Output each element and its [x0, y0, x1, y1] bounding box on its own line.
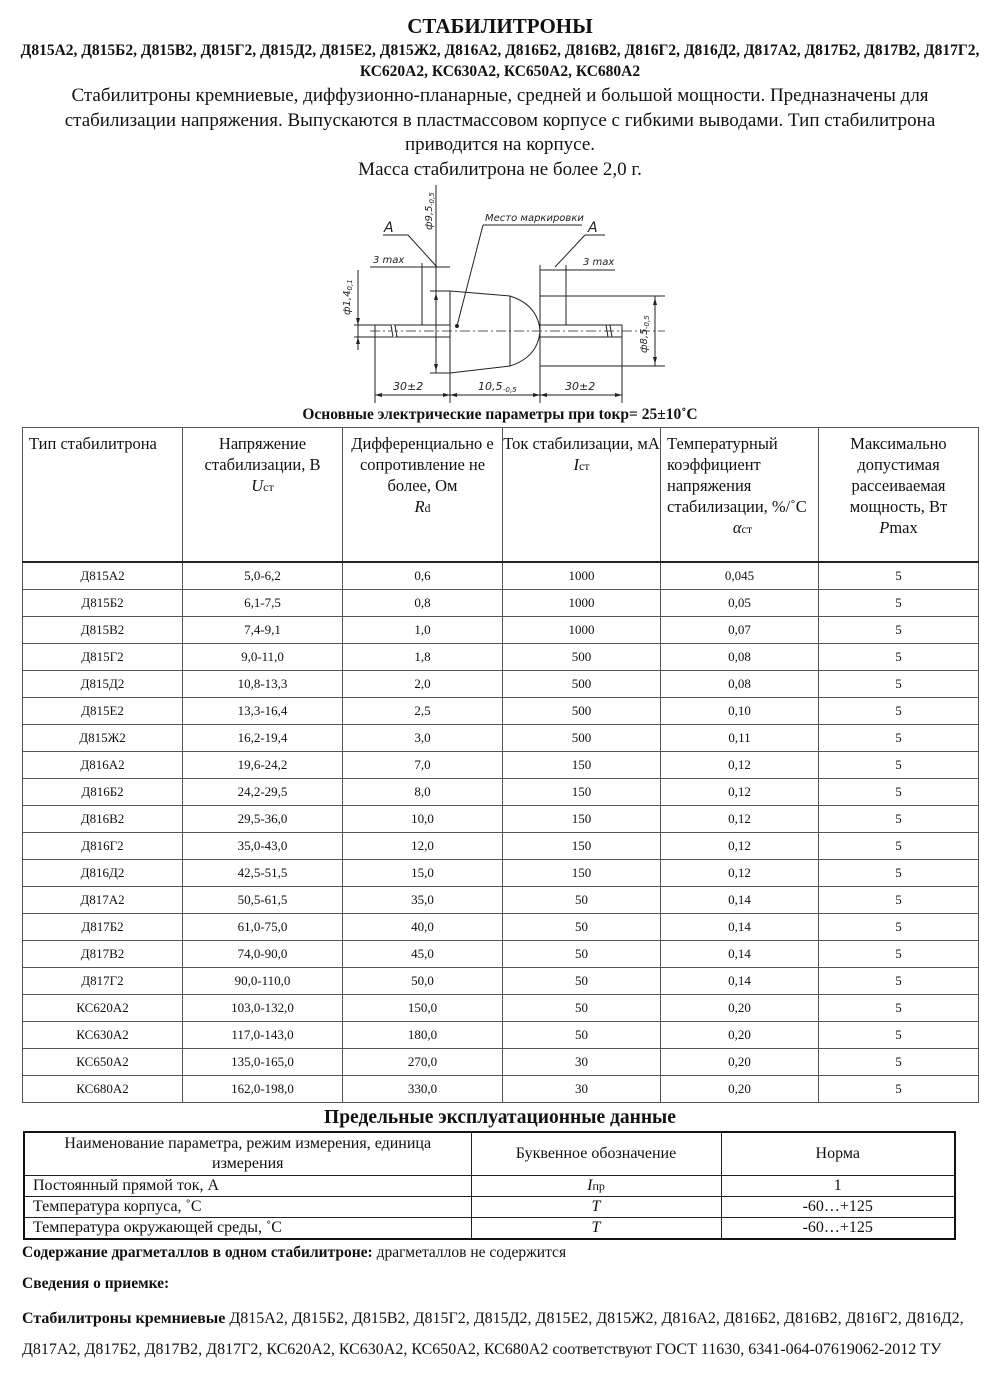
- table-cell: 50: [503, 967, 661, 994]
- header-param-name: Наименование параметра, режим измерения, единица измерения: [24, 1132, 471, 1176]
- table-cell: 50: [503, 913, 661, 940]
- table-cell: Д815Е2: [23, 697, 183, 724]
- table-cell: 50,0: [343, 967, 503, 994]
- table-cell: 10,8-13,3: [183, 670, 343, 697]
- table-cell: 0,11: [661, 724, 819, 751]
- table-cell: 10,0: [343, 805, 503, 832]
- header-current: Ток стабилизации, мА Iст: [503, 428, 661, 562]
- dim-d95-tol: -0,5: [428, 192, 436, 206]
- page-title: СТАБИЛИТРОНЫ: [407, 14, 593, 38]
- table-row: [23, 1048, 979, 1075]
- table-cell: 0,12: [661, 778, 819, 805]
- electrical-params-table: [22, 427, 979, 1103]
- table-cell: 5: [819, 724, 979, 751]
- table-row: Постоянный прямой ток, А Iпр 1: [24, 1176, 955, 1197]
- dim-d85: ф8,5: [639, 328, 650, 353]
- table-row: [23, 589, 979, 616]
- table-cell: 5: [819, 670, 979, 697]
- table-cell: 7,4-9,1: [183, 616, 343, 643]
- table-cell: 0,08: [661, 643, 819, 670]
- header-temp-coef: Температурный коэффициент напряжения стабилизации, %/˚С αст: [661, 428, 819, 562]
- table-row: [23, 616, 979, 643]
- table-cell: 5: [819, 886, 979, 913]
- table-cell: 0,14: [661, 940, 819, 967]
- table-cell: 0,045: [661, 562, 819, 590]
- acceptance-title: Сведения о приемке:: [22, 1275, 170, 1292]
- table1-caption: Основные электрические параметры при tокр= 25±10˚С: [302, 406, 698, 423]
- dim-d95: ф9,5: [424, 205, 435, 230]
- table-cell: 5: [819, 967, 979, 994]
- table-cell: Д817Б2: [23, 913, 183, 940]
- table-row: [23, 562, 979, 590]
- table-cell: КС650А2: [23, 1048, 183, 1075]
- table-cell: 0,12: [661, 832, 819, 859]
- table-cell: 500: [503, 697, 661, 724]
- table-cell: Д817В2: [23, 940, 183, 967]
- table-row: [23, 994, 979, 1021]
- table-row: [23, 967, 979, 994]
- table-row: Температура окружающей среды, ˚С T -60…+125: [24, 1218, 955, 1240]
- table-cell: Д816В2: [23, 805, 183, 832]
- table-cell: 330,0: [343, 1075, 503, 1102]
- table-cell: 40,0: [343, 913, 503, 940]
- table-cell: 135,0-165,0: [183, 1048, 343, 1075]
- dim-body-tol: -0,5: [503, 386, 517, 394]
- table-cell: 1000: [503, 616, 661, 643]
- table-cell: 7,0: [343, 751, 503, 778]
- model-list: Д815А2, Д815Б2, Д815В2, Д815Г2, Д815Д2, Д815Е2, Д815Ж2, Д816А2, Д816Б2, Д816В2, Д816Г2, Д816Д2, Д817А2, Д817Б2, Д817В2, Д817Г2, КС620А2, КС630А2, КС650А2, КС680А2: [20, 42, 980, 80]
- dim-3max-left: 3 max: [373, 255, 405, 266]
- table-row: [23, 859, 979, 886]
- table-header-row: [23, 428, 979, 562]
- table-row: [23, 1075, 979, 1102]
- table-cell: 103,0-132,0: [183, 994, 343, 1021]
- table-cell: 5: [819, 589, 979, 616]
- table1-body: [23, 562, 979, 1103]
- table-cell: 1000: [503, 589, 661, 616]
- table-cell: 5: [819, 616, 979, 643]
- table-cell: 50,5-61,5: [183, 886, 343, 913]
- table-row: Температура корпуса, ˚С T -60…+125: [24, 1197, 955, 1218]
- table-cell: 162,0-198,0: [183, 1075, 343, 1102]
- table-cell: 500: [503, 643, 661, 670]
- table-cell: 180,0: [343, 1021, 503, 1048]
- table-cell: 0,20: [661, 1021, 819, 1048]
- table-cell: 5: [819, 859, 979, 886]
- table-cell: КС620А2: [23, 994, 183, 1021]
- table-cell: 150: [503, 805, 661, 832]
- limit-ratings-table: [23, 1131, 956, 1240]
- table-cell: 35,0: [343, 886, 503, 913]
- table-cell: Д816Д2: [23, 859, 183, 886]
- table-cell: 5: [819, 1048, 979, 1075]
- table-cell: Д817А2: [23, 886, 183, 913]
- table-cell: 1000: [503, 562, 661, 590]
- section-a-right: А: [588, 220, 598, 236]
- header-voltage: Напряжение стабилизации, В Uст: [183, 428, 343, 562]
- description-text: Стабилитроны кремниевые, диффузионно-планарные, средней и большой мощности. Предназначены для стабилизации напряжения. Выпускаются в пластмассовом корпусе с гибкими выводами. Тип стабилитрона приводится на корпусе.: [64, 85, 936, 155]
- table-row: [23, 778, 979, 805]
- table-cell: 61,0-75,0: [183, 913, 343, 940]
- table-cell: 0,10: [661, 697, 819, 724]
- table-cell: КС630А2: [23, 1021, 183, 1048]
- table-cell: 42,5-51,5: [183, 859, 343, 886]
- table-cell: 6,1-7,5: [183, 589, 343, 616]
- table-cell: 30: [503, 1048, 661, 1075]
- table-cell: КС680А2: [23, 1075, 183, 1102]
- table-cell: 1,0: [343, 616, 503, 643]
- table-cell: 5: [819, 643, 979, 670]
- table-cell: Д815Ж2: [23, 724, 183, 751]
- table-cell: 117,0-143,0: [183, 1021, 343, 1048]
- marking-label: Место маркировки: [485, 213, 584, 224]
- table-cell: 0,12: [661, 805, 819, 832]
- table-cell: 5,0-6,2: [183, 562, 343, 590]
- table-cell: 0,14: [661, 967, 819, 994]
- table-cell: 8,0: [343, 778, 503, 805]
- table-row: [23, 724, 979, 751]
- table-cell: Д815В2: [23, 616, 183, 643]
- table-row: [23, 832, 979, 859]
- dim-d14-tol: -0,1: [346, 279, 354, 293]
- table-cell: 0,08: [661, 670, 819, 697]
- table-row: [23, 1021, 979, 1048]
- table-cell: 500: [503, 670, 661, 697]
- table-cell: 5: [819, 940, 979, 967]
- table-cell: 50: [503, 940, 661, 967]
- table-cell: 19,6-24,2: [183, 751, 343, 778]
- table-cell: 0,05: [661, 589, 819, 616]
- table-cell: 0,8: [343, 589, 503, 616]
- package-drawing: [320, 185, 680, 405]
- table-cell: 2,0: [343, 670, 503, 697]
- table-cell: 5: [819, 751, 979, 778]
- header-symbol: Буквенное обозначение: [471, 1132, 721, 1176]
- table-cell: 5: [819, 832, 979, 859]
- table-cell: 150,0: [343, 994, 503, 1021]
- table-cell: 2,5: [343, 697, 503, 724]
- acceptance-text: Стабилитроны кремниевые Д815А2, Д815Б2, Д815В2, Д815Г2, Д815Д2, Д815Е2, Д815Ж2, Д816А2, Д816Б2, Д816В2, Д816Г2, Д816Д2, Д817А2, Д817Б2, Д817В2, Д817Г2, КС620А2, КС630А2, КС650А2, КС680А2 соответствуют ГОСТ 11630, 6341-064-07619062-2012 ТУ: [22, 1310, 964, 1358]
- table-cell: 150: [503, 832, 661, 859]
- dim-body: 10,5: [478, 380, 503, 393]
- table-cell: 0,20: [661, 1075, 819, 1102]
- dim-3max-right: 3 max: [583, 257, 615, 268]
- table-cell: 5: [819, 1075, 979, 1102]
- table-cell: 5: [819, 697, 979, 724]
- section-a-left: А: [384, 220, 394, 236]
- table-row: [23, 751, 979, 778]
- dim-d85-tol: -0,5: [643, 315, 651, 329]
- table-row: [23, 643, 979, 670]
- table-header-row: [24, 1132, 955, 1176]
- table-cell: 0,12: [661, 859, 819, 886]
- table-cell: 35,0-43,0: [183, 832, 343, 859]
- table-cell: 3,0: [343, 724, 503, 751]
- dim-lead-right: 30±2: [565, 380, 596, 393]
- table-cell: 270,0: [343, 1048, 503, 1075]
- table-cell: 24,2-29,5: [183, 778, 343, 805]
- table-cell: 0,20: [661, 1048, 819, 1075]
- table-cell: 5: [819, 913, 979, 940]
- table-cell: 5: [819, 778, 979, 805]
- table-cell: 0,14: [661, 886, 819, 913]
- table-cell: 0,07: [661, 616, 819, 643]
- table-cell: 30: [503, 1075, 661, 1102]
- table-cell: 150: [503, 859, 661, 886]
- table-cell: 12,0: [343, 832, 503, 859]
- table-cell: 90,0-110,0: [183, 967, 343, 994]
- table-row: [23, 886, 979, 913]
- table-row: [23, 913, 979, 940]
- table-cell: 0,12: [661, 751, 819, 778]
- table-cell: 74,0-90,0: [183, 940, 343, 967]
- table-cell: 5: [819, 562, 979, 590]
- table-cell: 5: [819, 994, 979, 1021]
- table-cell: 29,5-36,0: [183, 805, 343, 832]
- table-cell: 16,2-19,4: [183, 724, 343, 751]
- table-cell: 0,14: [661, 913, 819, 940]
- table-cell: 150: [503, 751, 661, 778]
- table-cell: 5: [819, 1021, 979, 1048]
- table-cell: Д815Б2: [23, 589, 183, 616]
- table-cell: 0,6: [343, 562, 503, 590]
- table-cell: Д817Г2: [23, 967, 183, 994]
- table-cell: Д816Г2: [23, 832, 183, 859]
- header-norm: Норма: [721, 1132, 955, 1176]
- table-cell: 0,20: [661, 994, 819, 1021]
- table-cell: Д815А2: [23, 562, 183, 590]
- table-cell: Д816А2: [23, 751, 183, 778]
- table-cell: 5: [819, 805, 979, 832]
- table-cell: 50: [503, 994, 661, 1021]
- table-cell: 45,0: [343, 940, 503, 967]
- table-row: [23, 697, 979, 724]
- header-resistance: Дифференциально е сопротивление не более, Ом Rd: [343, 428, 503, 562]
- table-cell: 150: [503, 778, 661, 805]
- mass-text: Масса стабилитрона не более 2,0 г.: [358, 158, 642, 180]
- table-row: [23, 670, 979, 697]
- header-power: Максимально допустимая рассеиваемая мощность, Вт Pmax: [819, 428, 979, 562]
- precious-metals-note: Содержание драгметаллов в одном стабилитроне: драгметаллов не содержится: [22, 1244, 567, 1261]
- table-row: [23, 805, 979, 832]
- table-cell: 9,0-11,0: [183, 643, 343, 670]
- table-cell: 1,8: [343, 643, 503, 670]
- table-row: [23, 940, 979, 967]
- description: [20, 84, 980, 182]
- table-cell: Д815Г2: [23, 643, 183, 670]
- dim-d14: ф1,4: [342, 290, 353, 315]
- table-cell: 500: [503, 724, 661, 751]
- table-cell: 50: [503, 1021, 661, 1048]
- table-cell: 15,0: [343, 859, 503, 886]
- table-cell: Д815Д2: [23, 670, 183, 697]
- table-cell: Д816Б2: [23, 778, 183, 805]
- table-cell: 13,3-16,4: [183, 697, 343, 724]
- table2-caption: Предельные эксплуатационные данные: [324, 1107, 676, 1128]
- dim-lead-left: 30±2: [393, 380, 424, 393]
- header-type: Тип стабилитрона: [23, 428, 183, 562]
- table-cell: 50: [503, 886, 661, 913]
